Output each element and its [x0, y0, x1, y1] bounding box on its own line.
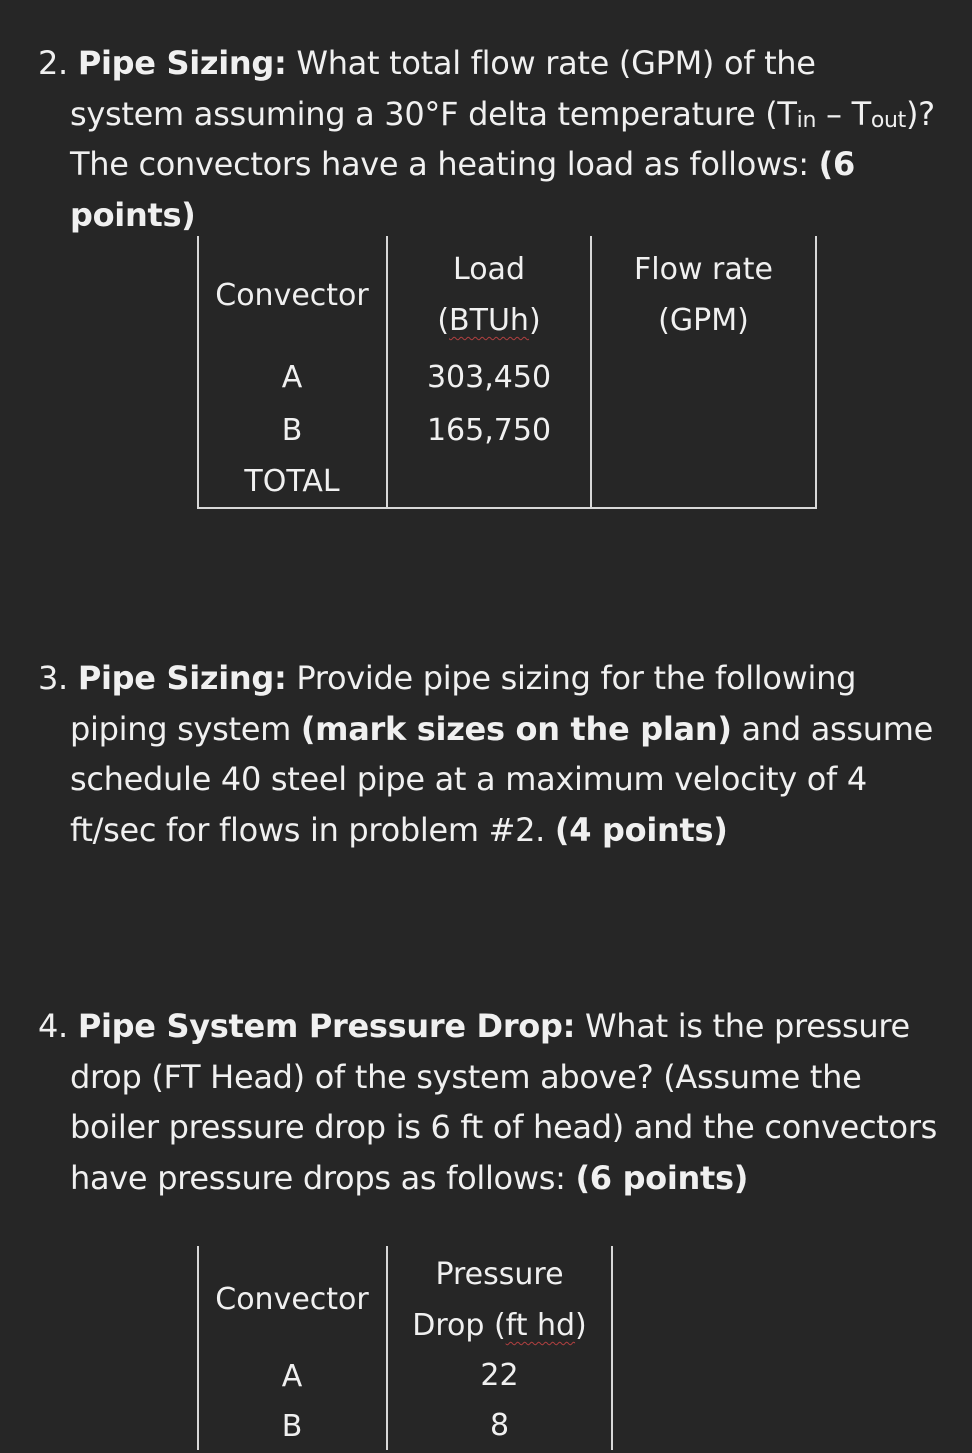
column-header-convector: Convector: [215, 1282, 369, 1317]
table-cell-load: 303,450: [426, 360, 552, 395]
column-header-flow-rate: Flow rate: [634, 252, 773, 287]
question-4-number: 4.: [38, 1007, 68, 1045]
question-2: [38, 38, 938, 240]
convector-column: [198, 1246, 386, 1453]
load-column: [388, 236, 590, 457]
question-2-points: (6 points): [70, 145, 855, 234]
table-border: [815, 236, 817, 508]
column-header-pressure: Pressure: [435, 1257, 564, 1292]
question-3-points: (4 points): [554, 810, 728, 849]
column-header-pressure-unit: Drop (ft hd): [412, 1308, 587, 1343]
table-row-label: A: [281, 1359, 303, 1394]
column-header-load: Load: [453, 252, 525, 287]
column-header-load-unit: (BTUh): [437, 303, 541, 338]
spellcheck-underlined-text: ft hd: [505, 1308, 576, 1343]
table-row-label: B: [281, 413, 303, 448]
question-4-title: Pipe System Pressure Drop:: [77, 1007, 576, 1045]
table-row-label: B: [281, 1409, 303, 1444]
table-cell-drop: 8: [489, 1408, 510, 1443]
question-2-text: 2. Pipe Sizing: What total flow rate (GPM) of the system assuming a 30°F delta temperature $(T_{in} - T_{out})$? The convectors have a heating load as follows: (6 points): [38, 44, 935, 234]
heating-load-table: [0, 236, 972, 510]
question-4-points: (6 points): [575, 1158, 749, 1197]
table-cell-drop: 22: [480, 1358, 519, 1393]
question-3-title: Pipe Sizing:: [77, 659, 287, 697]
column-header-flow-rate-unit: (GPM): [658, 303, 749, 338]
table-row-label: TOTAL: [244, 464, 340, 499]
column-header-convector: Convector: [215, 278, 369, 313]
question-3: [38, 653, 938, 855]
question-4-text: 4. Pipe System Pressure Drop: What is the pressure drop (FT Head) of the system above? (Assume the boiler pressure drop is 6 ft of head) and the convectors have pressure drops as follows: (6 points): [38, 1007, 938, 1197]
question-3-emphasis: (mark sizes on the plan): [300, 709, 732, 748]
table-border: [611, 1246, 613, 1450]
question-3-number: 3.: [38, 659, 68, 697]
table-cell-load: 165,750: [426, 413, 552, 448]
question-4: [38, 1001, 938, 1203]
convector-column: [198, 236, 386, 508]
flow-rate-column: [592, 236, 815, 347]
question-2-number: 2.: [38, 44, 68, 82]
question-2-title: Pipe Sizing:: [77, 44, 287, 82]
pressure-drop-column: [388, 1246, 611, 1452]
table-row-label: A: [281, 360, 303, 395]
question-3-text: 3. Pipe Sizing: Provide pipe sizing for the following piping system (mark sizes on the plan) and assume schedule 40 steel pipe at a maximum velocity of 4 ft/sec for flows in problem #2. (4 points): [38, 659, 934, 849]
pressure-drop-table: [0, 1246, 972, 1450]
